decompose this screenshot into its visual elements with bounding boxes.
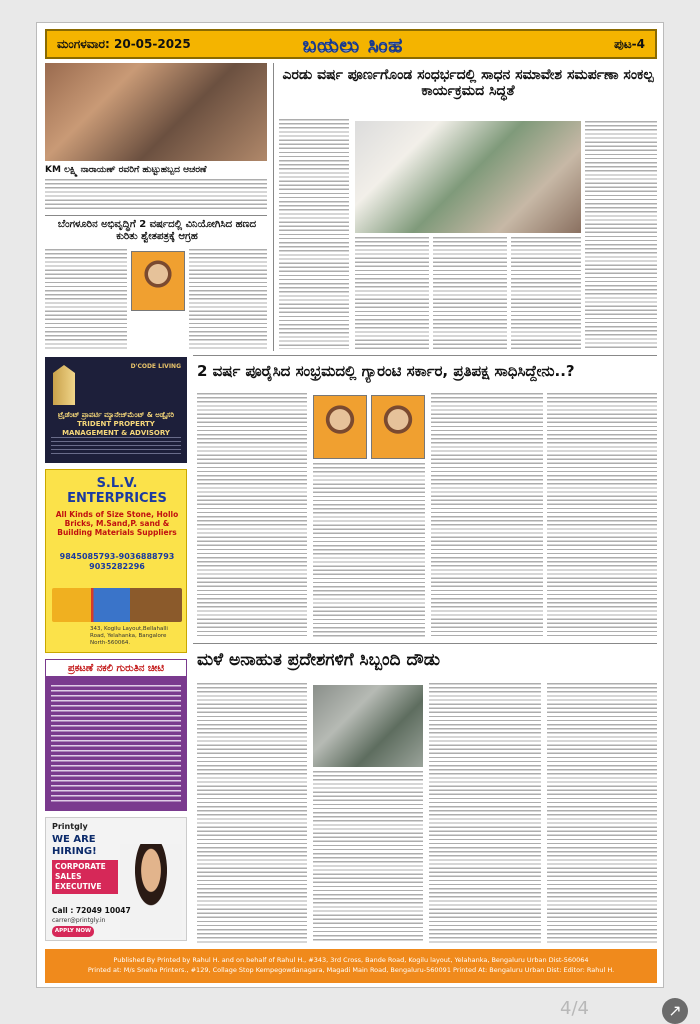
trident-logo: D'CODE LIVING [130,363,181,370]
slv-name: S.L.V. ENTERPRICES [67,476,167,506]
story2-text-col1 [279,119,349,349]
printgly-photo [120,844,182,938]
story1-text [45,179,267,209]
share-icon[interactable]: ↗ [662,998,688,1024]
newspaper-page [36,22,664,988]
trident-ad [45,357,187,463]
story5-text-col1 [197,683,307,943]
story2-photo [355,121,581,233]
imprint-line1: Published By Printed by Rahul H. and on behalf of Rahul H., #343, 3rd Cross, Bande Road, Kogilu layout, Yelahanka, Bengaluru Urban Dist-560064 [113,956,589,964]
story1-caption: KM ಲಕ್ಷ್ಮಿ ನಾರಾಯಣ್ ರವರಿಗೆ ಹುಟ್ಟುಹಬ್ಬದ ಆಚರಣೆ [45,165,207,175]
slv-phone2: 9035282296 [89,562,145,571]
printgly-hiring1: WE ARE [52,834,96,845]
slv-address: 343, Kogilu Layout,Bellahalli Road, Yelahanka, Bangalore North-560064. [90,626,168,646]
story2-text-col2 [355,237,429,349]
printgly-hiring [52,834,97,858]
printgly-brand: Printgly [52,822,88,831]
newspaper-title: ಬಯಲು ಸಿಂಹ [302,33,404,57]
slv-ad [45,469,187,653]
story4-text-col3 [431,393,543,639]
divider [193,355,657,356]
story5-text-col2 [313,771,423,943]
notice-heading: ಪ್ರಕಟಣೆ ನಕಲಿ ಗುರುತಿನ ಚೀಟಿ [45,659,187,677]
trident-contact [51,437,181,457]
imprint-line2: Printed at: M/s Sneha Printers., #129, Collage Stop Kempegowdanagara, Magadi Main Road, Bengaluru-560091 Printed At: Bengaluru Urban Dist: Editor: Rahul H. [87,966,615,974]
slv-desc: All Kinds of Size Stone, Hollo Bricks, M.Sand,P. sand & Building Materials Suppliers [55,510,179,537]
story3-text-left [45,249,127,349]
printgly-email: carrer@printgly.in [52,917,106,924]
printgly-ad [45,817,187,941]
story4-text-col4 [547,393,657,639]
story2-text-col3 [433,237,507,349]
story2-text-col4 [511,237,581,349]
slv-phone [52,552,182,572]
story3-portrait [131,251,185,311]
viewer-page-count: 4/4 [560,998,589,1019]
story4-portrait-1 [313,395,367,459]
divider [193,643,657,644]
printgly-role: CORPORATE SALES EXECUTIVE [52,860,118,894]
story2-text-col5 [585,121,657,349]
trident-name-kn: ಟ್ರೈಡೆಂಟ್ ಪ್ರಾಪರ್ಟಿ ಮ್ಯಾನೇಜ್‌ಮೆಂಟ್ & ಅಡ್ವೈಸರಿ [57,411,175,419]
story3-headline: ಬೆಂಗಳೂರಿನ ಅಭಿವೃದ್ಧಿಗೆ 2 ವರ್ಷದಲ್ಲಿ ವಿನಿಯೋಗಿಸಿದ ಹಣದ ಕುರಿತು ಶ್ವೇತಪತ್ರಕ್ಕೆ ಆಗ್ರಹ [57,219,257,242]
slv-phone1: 9845085793-9036888793 [59,552,175,561]
trident-name-en: TRIDENT PROPERTY MANAGEMENT & ADVISORY [62,420,170,437]
story4-text-col2 [313,463,425,639]
story5-text-col3 [429,683,541,943]
page-number: ಪುಟ-4 [614,37,645,51]
story5-headline: ಮಳೆ ಅನಾಹುತ ಪ್ರದೇಶಗಳಿಗೆ ಸಿಬ್ಬಂದಿ ದೌಡು [197,650,440,670]
printgly-hiring2: HIRING! [52,846,97,857]
notice-ad [45,659,187,811]
issue-date: ಮಂಗಳವಾರ: 20-05-2025 [57,37,191,51]
birthday-photo [45,63,267,161]
story4-headline: 2 ವರ್ಷ ಪೂರೈಸಿದ ಸಂಭ್ರಮದಲ್ಲಿ ಗ್ಯಾರಂಟಿ ಸರ್ಕಾರ, ಪ್ರತಿಪಕ್ಷ ಸಾಧಿಸಿದ್ದೇನು..? [197,362,575,380]
divider [273,63,274,351]
story2-headline: ಎರಡು ವರ್ಷ ಪೂರ್ಣಗೊಂಡ ಸಂಧರ್ಭದಲ್ಲಿ ಸಾಧನ ಸಮಾವೇಶ ಸಮರ್ಪಣಾ ಸಂಕಲ್ಪ ಕಾರ್ಯಕ್ರಮದ ಸಿದ್ಧತೆ [282,67,654,100]
building-icon [53,365,75,405]
apply-now-button: APPLY NOW [52,926,94,937]
story4-portrait-2 [371,395,425,459]
imprint-footer [45,949,657,983]
trident-name [51,411,181,438]
story4-text-col1 [197,393,307,639]
story5-photo [313,685,423,767]
truck-icon [52,588,182,622]
notice-body [51,685,181,805]
printgly-call: Call : 72049 10047 [52,906,131,915]
story5-text-col4 [547,683,657,943]
divider [45,215,267,216]
masthead [45,29,657,59]
story3-text-right [189,249,267,349]
